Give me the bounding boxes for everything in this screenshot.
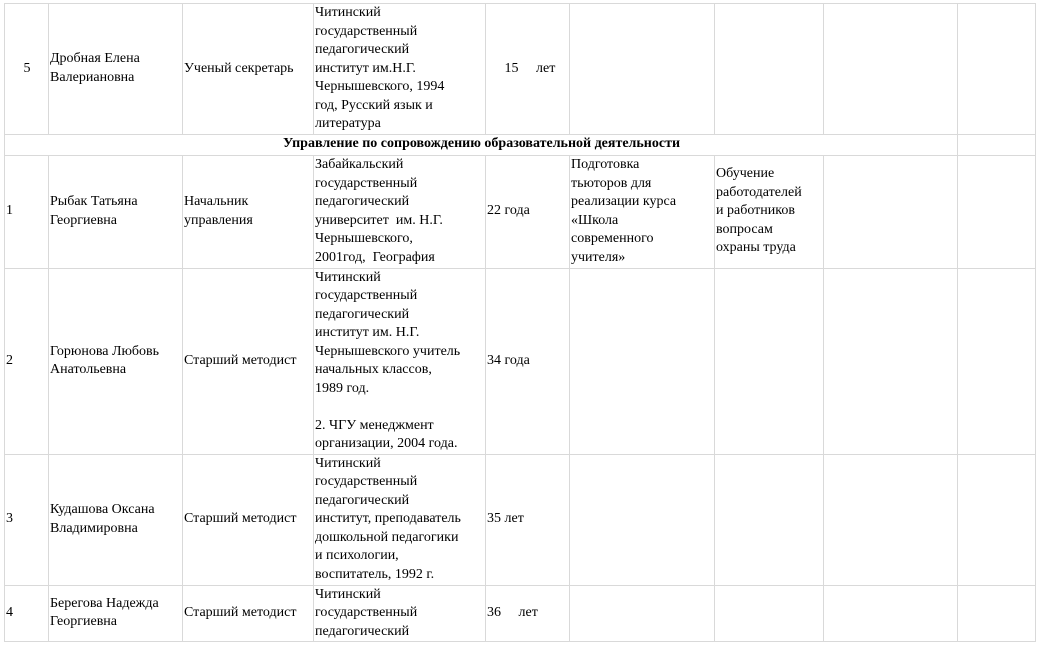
empty-cell [958,155,1036,268]
employee-position: Старший методист [183,268,314,454]
empty-cell [824,4,958,135]
table-row [5,585,1036,642]
section-row [5,134,1036,155]
employee-other [715,585,824,642]
empty-cell [824,155,958,268]
employee-other [715,4,824,135]
employee-education: Читинский государственный педагогический [314,585,486,642]
employee-experience: 34 года [486,268,570,454]
empty-cell [958,134,1036,155]
employee-position: Старший методист [183,454,314,585]
employee-training [570,454,715,585]
section-title: Управление по сопровождению образовательной деятельности [5,134,958,155]
empty-cell [824,268,958,454]
employee-training: Подготовка тьюторов для реализации курса «Школа современного учителя» [570,155,715,268]
employee-experience: 22 года [486,155,570,268]
employee-experience: 35 лет [486,454,570,585]
employee-training [570,585,715,642]
employee-education: Читинский государственный педагогический институт им. Н.Г. Чернышевского учитель начальных классов, 1989 год. 2. ЧГУ менеджмент организации, 2004 года. [314,268,486,454]
empty-cell [958,268,1036,454]
empty-cell [824,454,958,585]
row-number: 3 [5,454,49,585]
employee-experience: 15 лет [486,4,570,135]
employee-name: Кудашова Оксана Владимировна [49,454,183,585]
row-number: 4 [5,585,49,642]
employee-training [570,268,715,454]
empty-cell [824,585,958,642]
table-row [5,4,1036,135]
employee-position: Старший методист [183,585,314,642]
employee-name: Рыбак Татьяна Георгиевна [49,155,183,268]
staff-table [4,3,1036,642]
employee-other [715,454,824,585]
employee-position: Начальник управления [183,155,314,268]
row-number: 5 [5,4,49,135]
employee-education: Читинский государственный педагогический институт, преподаватель дошкольной педагогики и психологии, воспитатель, 1992 г. [314,454,486,585]
employee-name: Горюнова Любовь Анатольевна [49,268,183,454]
employee-other [715,268,824,454]
row-number: 2 [5,268,49,454]
employee-name: Дробная Елена Валериановна [49,4,183,135]
table-row [5,155,1036,268]
employee-position: Ученый секретарь [183,4,314,135]
employee-education: Забайкальский государственный педагогический университет им. Н.Г. Чернышевского, 2001год, География [314,155,486,268]
employee-training [570,4,715,135]
employee-name: Берегова Надежда Георгиевна [49,585,183,642]
employee-experience: 36 лет [486,585,570,642]
empty-cell [958,4,1036,135]
table-row [5,454,1036,585]
empty-cell [958,454,1036,585]
row-number: 1 [5,155,49,268]
table-row [5,268,1036,454]
employee-education: Читинский государственный педагогический институт им.Н.Г. Чернышевского, 1994 год, Русский язык и литература [314,4,486,135]
empty-cell [958,585,1036,642]
employee-other: Обучение работодателей и работников вопросам охраны труда [715,155,824,268]
